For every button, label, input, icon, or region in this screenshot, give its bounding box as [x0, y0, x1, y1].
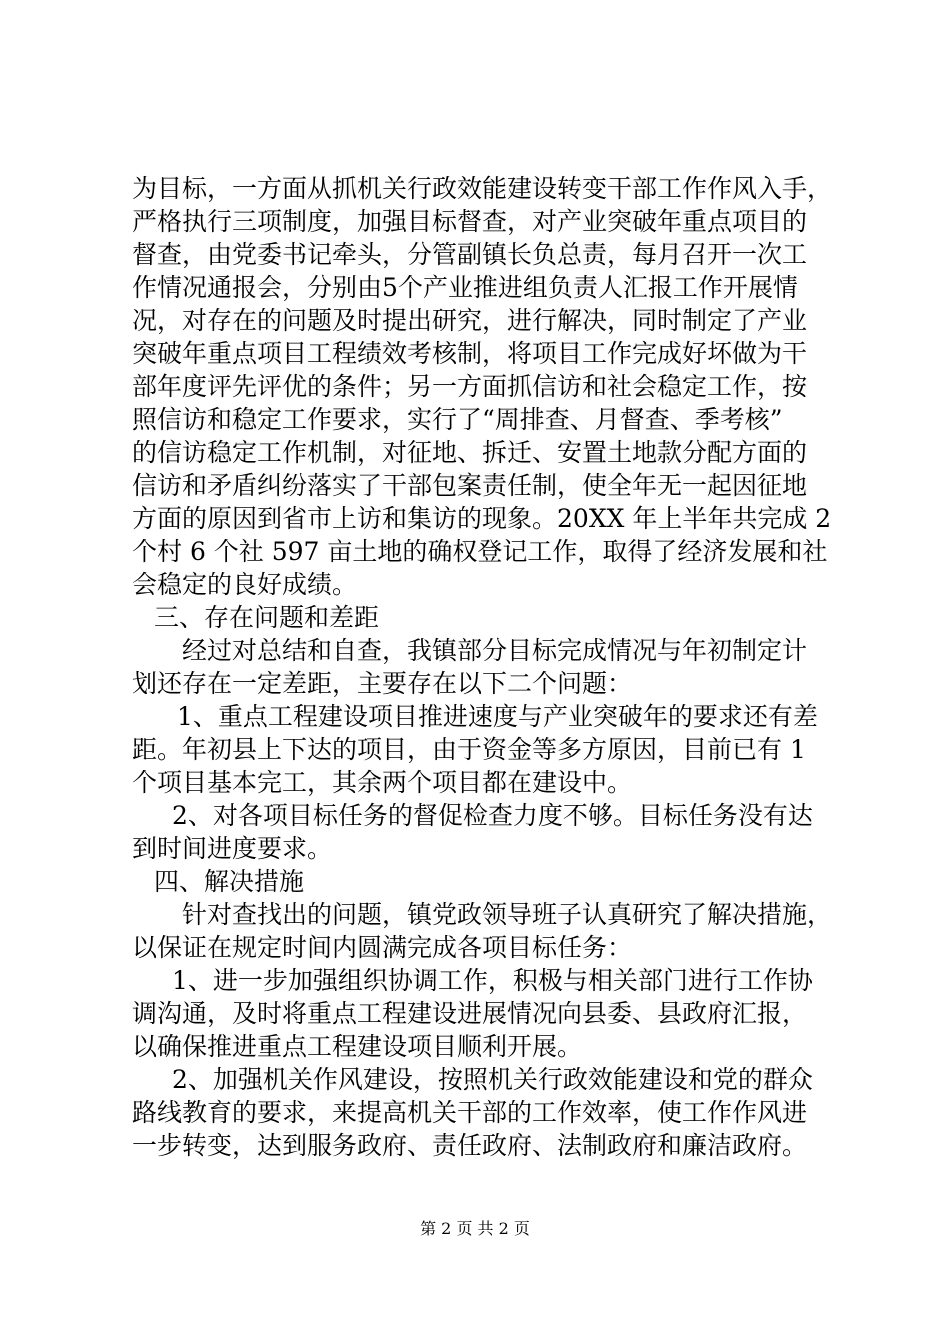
section-heading: 四、解决措施 [154, 867, 305, 896]
text-line: 一步转变，达到服务政府、责任政府、法制政府和廉洁政府。 [132, 1131, 808, 1160]
text-line: 划还存在一定差距，主要存在以下二个问题： [132, 669, 633, 698]
text-line: 路线教育的要求，来提高机关干部的工作效率，使工作作风进 [132, 1098, 808, 1127]
page-number-footer: 第 2 页 共 2 页 [420, 1219, 530, 1238]
text-line: 个村 6 个社 597 亩土地的确权登记工作，取得了经济发展和社 [132, 537, 828, 566]
text-line: 的信访稳定工作机制，对征地、拆迁、安置土地款分配方面的 [132, 438, 808, 467]
document-body [132, 172, 832, 1162]
text-line: 个项目基本完工，其余两个项目都在建设中。 [132, 768, 633, 797]
text-line: 督查，由党委书记牵头，分管副镇长负总责，每月召开一次工 [132, 240, 808, 269]
text-line: 会稳定的良好成绩。 [132, 570, 358, 599]
text-line: 以保证在规定时间内圆满完成各项目标任务： [132, 933, 633, 962]
text-line: 况，对存在的问题及时提出研究，进行解决，同时制定了产业 [132, 306, 808, 335]
text-line: 调沟通，及时将重点工程建设进展情况向县委、县政府汇报， [132, 999, 808, 1028]
text-line: 部年度评先评优的条件；另一方面抓信访和社会稳定工作，按 [132, 372, 808, 401]
text-line: 严格执行三项制度，加强目标督查，对产业突破年重点项目的 [132, 207, 808, 236]
text-line: 作情况通报会，分别由5个产业推进组负责人汇报工作开展情 [132, 273, 798, 302]
paragraph-first-line: 经过对总结和自查，我镇部分目标完成情况与年初制定计 [182, 636, 808, 665]
paragraph-first-line: 针对查找出的问题，镇党政领导班子认真研究了解决措施， [182, 900, 833, 929]
list-item-first-line: 1、进一步加强组织协调工作，积极与相关部门进行工作协 [172, 966, 813, 995]
text-line: 信访和矛盾纠纷落实了干部包案责任制，使全年无一起因征地 [132, 471, 808, 500]
list-item-first-line: 1、重点工程建设项目推进速度与产业突破年的要求还有差 [177, 702, 818, 731]
text-line: 以确保推进重点工程建设项目顺利开展。 [132, 1032, 583, 1061]
text-line: 方面的原因到省市上访和集访的现象。20XX 年上半年共完成 2 [132, 504, 832, 533]
text-line: 到时间进度要求。 [132, 834, 333, 863]
section-heading: 三、存在问题和差距 [154, 603, 380, 632]
text-line: 为目标，一方面从抓机关行政效能建设转变干部工作作风入手， [132, 174, 833, 203]
text-line: 距。年初县上下达的项目，由于资金等多方原因，目前已有 1 [132, 735, 806, 764]
list-item-first-line: 2、对各项目标任务的督促检查力度不够。目标任务没有达 [172, 801, 813, 830]
text-line: 突破年重点项目工程绩效考核制，将项目工作完成好坏做为干 [132, 339, 808, 368]
text-line: 照信访和稳定工作要求，实行了“周排查、月督查、季考核” [132, 405, 783, 434]
list-item-first-line: 2、加强机关作风建设，按照机关行政效能建设和党的群众 [172, 1065, 813, 1094]
